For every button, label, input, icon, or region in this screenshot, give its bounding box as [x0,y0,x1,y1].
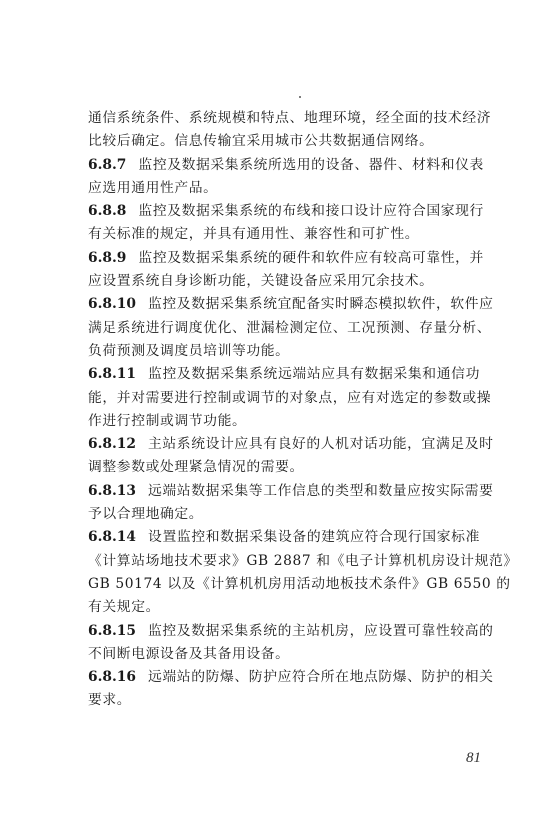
body-line: GB 50174 以及《计算机机房用活动地板技术条件》GB 6550 的 [88,575,511,592]
clause-6-8-12 [88,433,494,456]
body-line: 能，并对需要进行控制或调节的对象点，应有对选定的参数或操 [88,389,492,406]
clause-text: 监控及数据采集系统所选用的设备、器件、材料和仪表 [138,156,484,173]
clause-number: 6.8.14 [88,529,137,546]
body-line: 负荷预测及调度员培训等功能。 [88,342,290,359]
body-line: 作进行控制或调节功能。 [88,412,247,429]
clause-6-8-13 [88,480,494,503]
page-number: 81 [466,750,481,766]
clause-6-8-7 [88,154,484,177]
clause-6-8-8 [88,200,484,223]
clause-text: 监控及数据采集系统的硬件和软件应有较高可靠性，并 [138,249,484,266]
clause-number: 6.8.13 [88,482,137,499]
clause-text: 远端站数据采集等工作信息的类型和数量应按实际需要 [148,482,494,499]
scan-dot [299,96,301,98]
clause-6-8-14 [88,526,480,549]
clause-text: 监控及数据采集系统宜配备实时瞬态模拟软件，软件应 [148,296,494,313]
body-line: 有关标准的规定，并具有通用性、兼容性和可扩性。 [88,226,420,243]
clause-number: 6.8.8 [88,203,127,220]
body-line: 有关规定。 [88,599,160,616]
clause-text: 主站系统设计应具有良好的人机对话功能，宜满足及时 [148,436,494,453]
body-line: 《计算站场地技术要求》GB 2887 和《电子计算机机房设计规范》 [88,552,518,569]
page-body [88,107,518,713]
clause-text: 监控及数据采集系统远端站应具有数据采集和通信功 [148,366,480,383]
body-line: 应设置系统自身诊断功能，关键设备应采用冗余技术。 [88,273,434,290]
clause-number: 6.8.16 [88,669,137,686]
body-line: 应选用通用性产品。 [88,179,218,196]
body-line: 予以合理地确定。 [88,506,204,523]
clause-6-8-9 [88,247,484,270]
clause-text: 监控及数据采集系统的布线和接口设计应符合国家现行 [138,203,484,220]
clause-text: 远端站的防爆、防护应符合所在地点防爆、防护的相关 [148,669,494,686]
clause-6-8-15 [88,620,494,643]
body-line: 满足系统进行调度优化、泄漏检测定位、工况预测、存量分析、 [88,319,492,336]
clause-number: 6.8.15 [88,622,137,639]
clause-text: 设置监控和数据采集设备的建筑应符合现行国家标准 [148,529,480,546]
clause-number: 6.8.11 [88,366,137,383]
body-line: 要求。 [88,692,132,709]
body-line: 通信系统条件、系统规模和特点、地理环境，经全面的技术经济 [88,110,492,126]
body-line: 比较后确定。信息传输宜采用城市公共数据通信网络。 [88,133,434,150]
clause-number: 6.8.12 [88,436,137,453]
body-line: 调整参数或处理紧急情况的需要。 [88,459,304,476]
clause-6-8-10 [88,293,494,316]
body-line: 不间断电源设备及其备用设备。 [88,645,290,662]
clause-6-8-11 [88,363,480,386]
clause-6-8-16 [88,666,494,689]
clause-number: 6.8.7 [88,156,127,173]
clause-number: 6.8.10 [88,296,137,313]
clause-text: 监控及数据采集系统的主站机房，应设置可靠性较高的 [148,622,494,639]
clause-number: 6.8.9 [88,249,127,266]
